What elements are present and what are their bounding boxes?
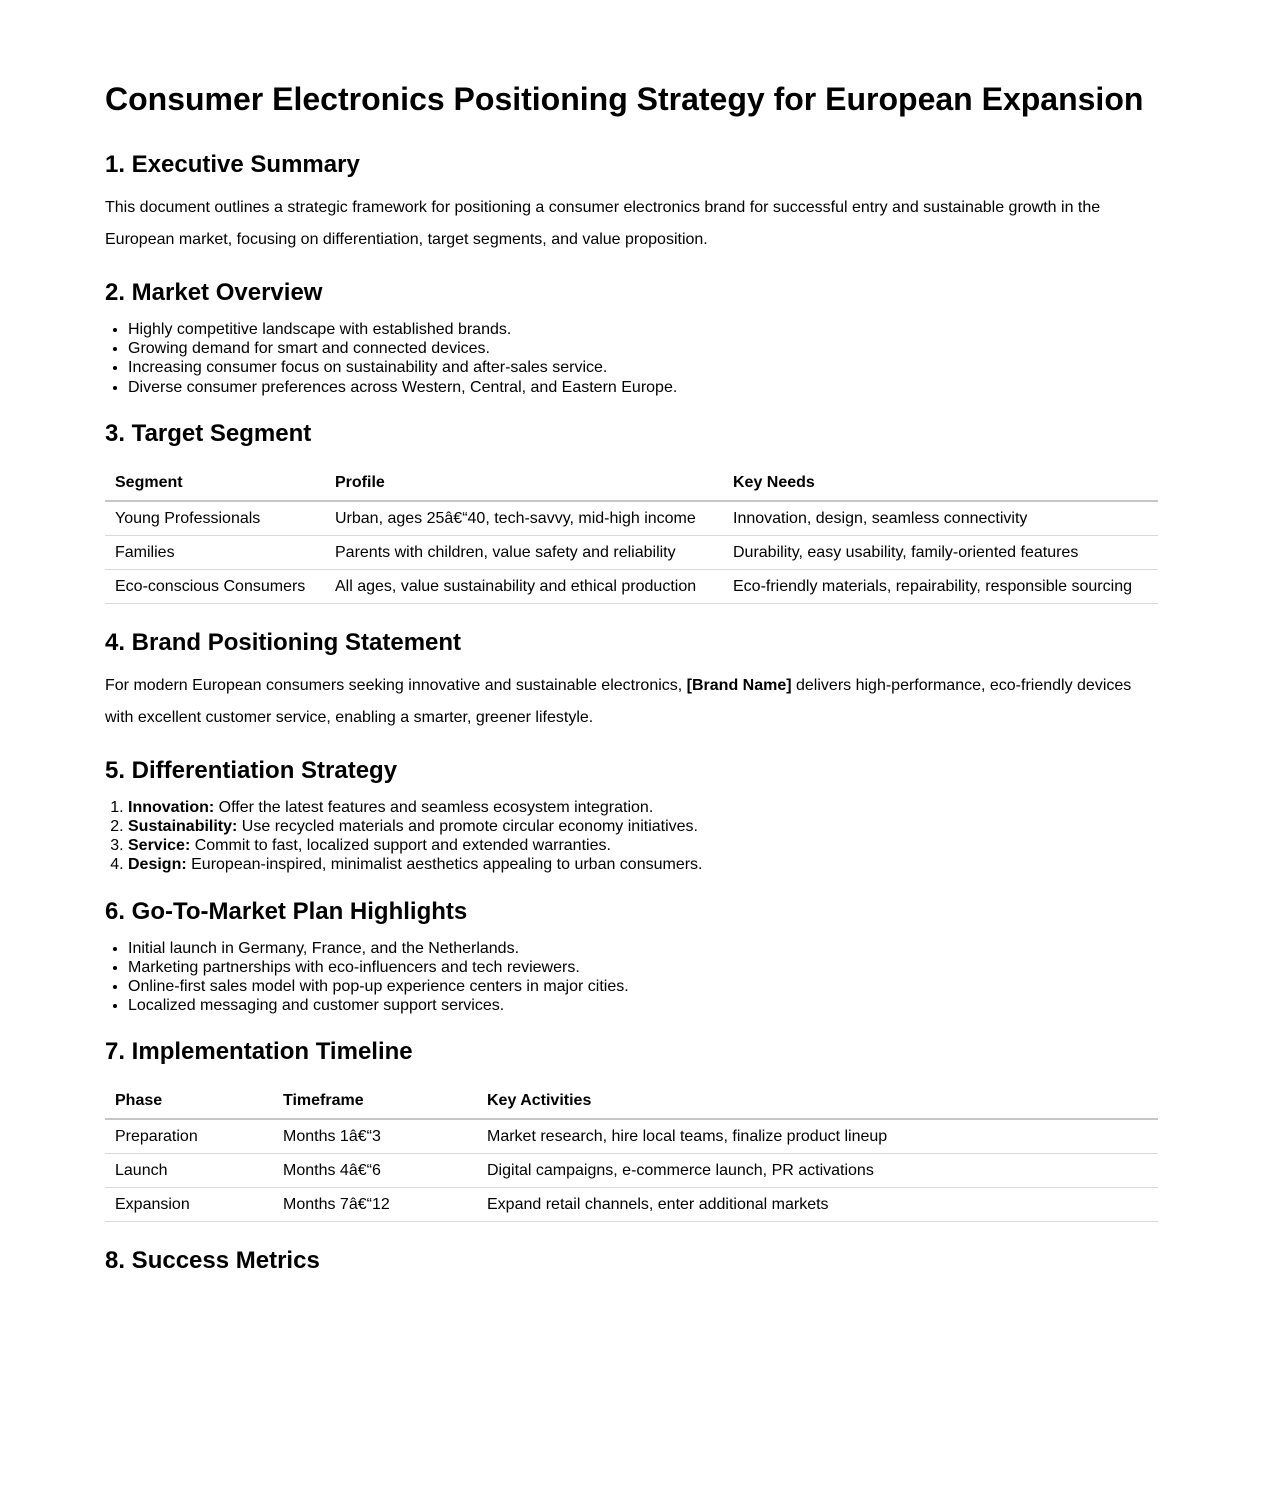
table-cell: Expansion — [105, 1188, 273, 1222]
heading-implementation-timeline: 7. Implementation Timeline — [105, 1038, 413, 1066]
table-row — [105, 501, 1158, 536]
column-header: Key Needs — [723, 465, 1158, 501]
heading-market-overview: 2. Market Overview — [105, 279, 323, 306]
heading-executive-summary: 1. Executive Summary — [105, 151, 360, 178]
list-item-label: Sustainability: — [128, 818, 238, 836]
column-header: Segment — [105, 465, 325, 501]
column-header: Key Activities — [477, 1083, 1158, 1119]
market-overview-list — [105, 320, 1158, 397]
heading-success-metrics: 8. Success Metrics — [105, 1247, 320, 1275]
table-cell: Expand retail channels, enter additional markets — [477, 1188, 1158, 1222]
heading-target-segment: 3. Target Segment — [105, 419, 312, 447]
column-header: Timeframe — [273, 1083, 477, 1119]
table-row — [105, 535, 1158, 569]
table-cell: Eco-friendly materials, repairability, responsible sourcing — [723, 569, 1158, 603]
executive-summary-paragraph: This document outlines a strategic framework for positioning a consumer electronics brand for successful entry and sustainable growth in the European market, focusing on differentiation, target segments, and value proposition. — [105, 199, 1101, 248]
table-cell: Launch — [105, 1154, 273, 1188]
table-row — [105, 569, 1158, 603]
target-segment-table — [105, 465, 1158, 604]
paragraph-text: delivers high-performance, eco-friendly devices with excellent customer service, enabling a smarter, greener lifestyle. — [105, 676, 1132, 726]
table-cell: Preparation — [105, 1119, 273, 1154]
list-item-text: Commit to fast, localized support and extended warranties. — [190, 837, 611, 855]
table-cell: Months 1â€“3 — [273, 1119, 477, 1154]
table-cell: Market research, hire local teams, finalize product lineup — [477, 1119, 1158, 1154]
list-item — [128, 855, 1158, 874]
paragraph-text: For modern European consumers seeking innovative and sustainable electronics, — [105, 676, 687, 694]
table-cell: Urban, ages 25â€“40, tech-savvy, mid-high income — [325, 501, 723, 536]
list-item: • Diverse consumer preferences across Western, Central, and Eastern Europe. — [128, 378, 1158, 397]
table-row — [105, 1119, 1158, 1154]
heading-differentiation-strategy: 5. Differentiation Strategy — [105, 756, 398, 784]
differentiation-strategy-list — [105, 798, 1158, 875]
column-header: Phase — [105, 1083, 273, 1119]
table-cell: Eco-conscious Consumers — [105, 569, 325, 603]
column-header: Profile — [325, 465, 723, 501]
list-item — [128, 798, 1158, 817]
list-item: • Initial launch in Germany, France, and the Netherlands. — [128, 939, 1158, 958]
brand-name-placeholder: [Brand Name] — [686, 676, 792, 694]
list-item — [128, 836, 1158, 855]
table-row — [105, 1154, 1158, 1188]
table-header-row — [105, 465, 1158, 501]
table-cell: Young Professionals — [105, 501, 325, 536]
document-content — [0, 78, 1263, 1276]
list-item: • Localized messaging and customer support services. — [128, 996, 1158, 1015]
go-to-market-list — [105, 939, 1158, 1016]
table-cell: Months 4â€“6 — [273, 1154, 477, 1188]
list-item-label: Design: — [128, 856, 187, 874]
table-cell: Innovation, design, seamless connectivity — [723, 501, 1158, 536]
table-cell: Parents with children, value safety and reliability — [325, 535, 723, 569]
list-item-text: Offer the latest features and seamless ecosystem integration. — [214, 798, 654, 816]
heading-go-to-market: 6. Go-To-Market Plan Highlights — [105, 897, 468, 925]
list-item-label: Service: — [128, 837, 191, 855]
list-item: • Increasing consumer focus on sustainability and after-sales service. — [128, 358, 1158, 377]
list-item: • Growing demand for smart and connected devices. — [128, 339, 1158, 358]
heading-brand-positioning: 4. Brand Positioning Statement — [105, 628, 462, 656]
brand-positioning-paragraph — [105, 670, 1158, 734]
list-item: • Highly competitive landscape with established brands. — [128, 320, 1158, 339]
table-header-row — [105, 1083, 1158, 1119]
list-item-text: Use recycled materials and promote circular economy initiatives. — [237, 818, 698, 836]
table-cell: All ages, value sustainability and ethical production — [325, 569, 723, 603]
table-cell: Months 7â€“12 — [273, 1188, 477, 1222]
list-item-label: Innovation: — [128, 798, 215, 816]
table-row — [105, 1188, 1158, 1222]
table-cell: Families — [105, 535, 325, 569]
list-item-text: European-inspired, minimalist aesthetics appealing to urban consumers. — [186, 856, 703, 874]
implementation-timeline-table — [105, 1083, 1158, 1222]
table-cell: Durability, easy usability, family-oriented features — [723, 535, 1158, 569]
table-cell: Digital campaigns, e-commerce launch, PR activations — [477, 1154, 1158, 1188]
list-item — [128, 817, 1158, 836]
document-title: Consumer Electronics Positioning Strategy for European Expansion — [105, 81, 1144, 117]
list-item: • Marketing partnerships with eco-influencers and tech reviewers. — [128, 958, 1158, 977]
list-item: • Online-first sales model with pop-up experience centers in major cities. — [128, 977, 1158, 996]
